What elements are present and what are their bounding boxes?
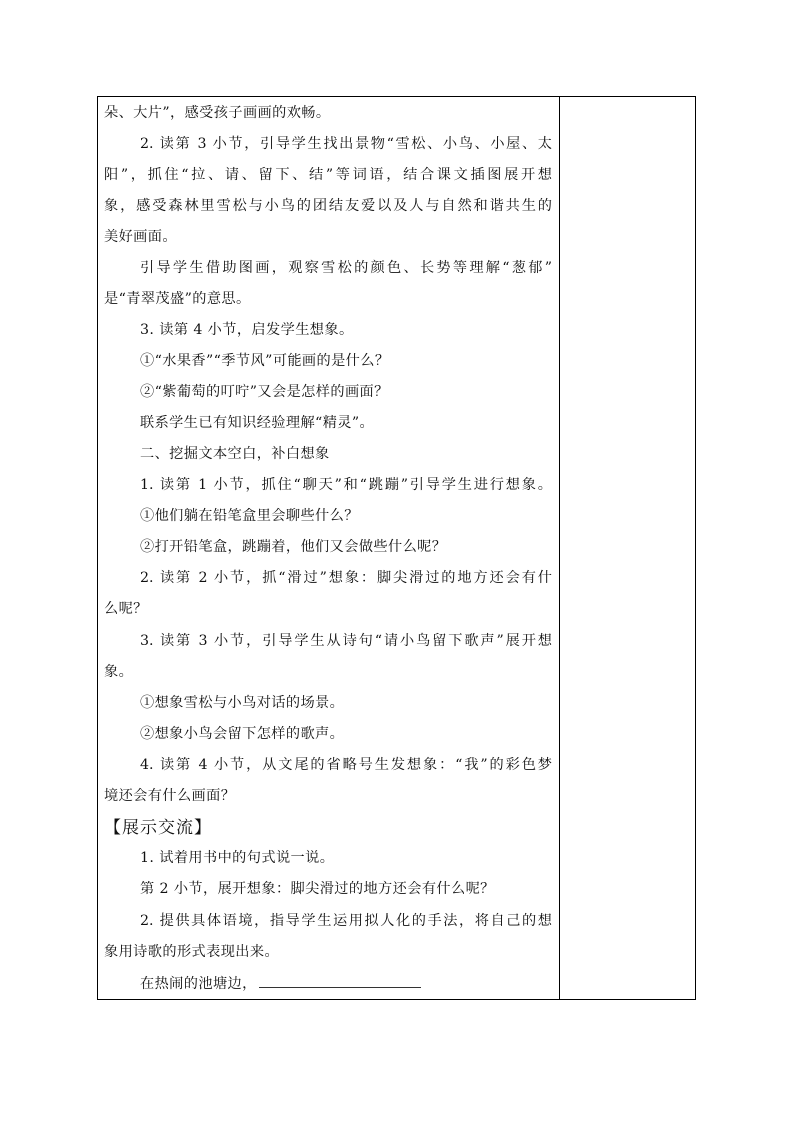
text-line: ①他们躺在铅笔盒里会聊些什么？ [140, 508, 359, 524]
text-line: 联系学生已有知识经验理解“精灵”。 [140, 415, 375, 431]
text-line: ①“水果香”“季节风”可能画的是什么？ [140, 353, 390, 369]
text-line: 象用诗歌的形式表现出来。 [104, 944, 280, 960]
text-line: 第 2 小节，展开想象：脚尖滑过的地方还会有什么呢？ [140, 881, 495, 897]
text-line: 美好画面。 [104, 229, 177, 245]
text-line: 引导学生借助图画，观察雪松的颜色、长势等理解“葱郁” [140, 260, 552, 276]
text-line: 境还会有什么画面？ [104, 788, 236, 804]
text-line: 朵、大片”，感受孩子画画的欢畅。 [104, 105, 331, 121]
text-line: 象。 [104, 664, 134, 680]
text-line: 象，感受森林里雪松与小鸟的团结友爱以及人与自然和谐共生的 [104, 198, 552, 214]
text-line: ①想象雪松与小鸟对话的场景。 [140, 695, 345, 711]
text-line: 1. 试着用书中的句式说一说。 [140, 850, 335, 866]
text-line: 3. 读第 4 小节，启发学生想象。 [140, 322, 354, 338]
text-line: 2. 提供具体语境，指导学生运用拟人化的手法，将自己的想 [140, 913, 552, 929]
text-line: 1. 读第 1 小节，抓住“聊天”和“跳蹦”引导学生进行想象。 [140, 477, 552, 493]
section-title: 二、挖掘文本空白，补白想象 [140, 446, 330, 462]
prompt-text: 在热闹的池塘边， [140, 976, 257, 992]
text-line: 么呢？ [104, 601, 148, 617]
text-line: 2. 读第 3 小节，引导学生找出景物“雪松、小鸟、小屋、太 [140, 136, 552, 152]
text-line: 阳”，抓住“拉、请、留下、结”等词语，结合课文插图展开想 [104, 167, 552, 183]
text-line: ②“紫葡萄的叮咛”又会是怎样的画面？ [140, 384, 389, 400]
text-line: 2. 读第 2 小节，抓“滑过”想象：脚尖滑过的地方还会有什 [140, 570, 552, 586]
text-line: ②打开铅笔盒，跳蹦着，他们又会做些什么呢？ [140, 539, 447, 555]
text-line: 是“青翠茂盛”的意思。 [104, 291, 251, 307]
text-line: 3. 读第 3 小节，引导学生从诗句“请小鸟留下歌声”展开想 [140, 633, 552, 649]
fill-in-blank [259, 973, 421, 988]
notes-cell [560, 97, 695, 999]
section-heading: 【展示交流】 [104, 818, 212, 838]
lesson-plan-table [97, 96, 696, 1000]
text-line: 4. 读第 4 小节，从文尾的省略号生发想象：“我”的彩色梦 [140, 757, 552, 773]
text-line: ②想象小鸟会留下怎样的歌声。 [140, 726, 345, 742]
text-line [140, 973, 421, 994]
